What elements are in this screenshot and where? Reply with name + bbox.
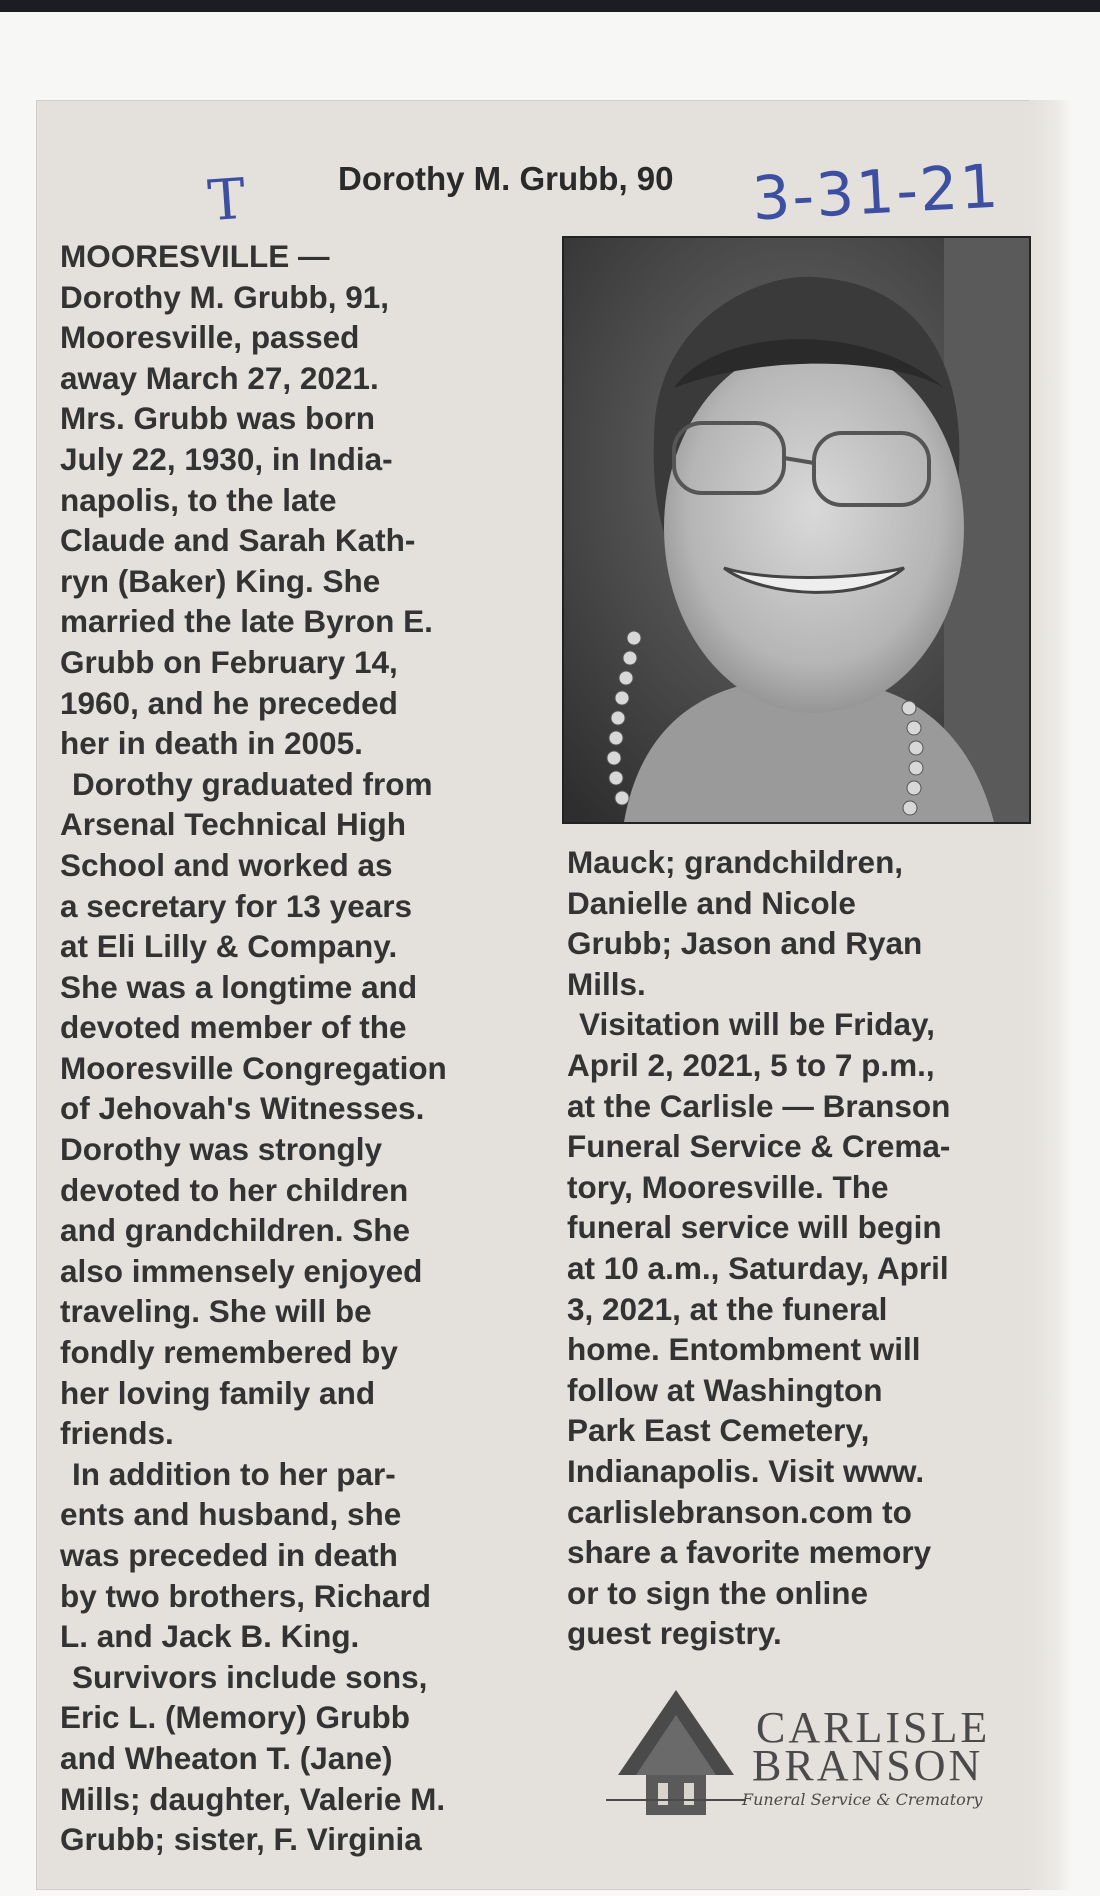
- text-line: ryn (Baker) King. She: [60, 562, 381, 599]
- text-line: Dorothy was strongly: [60, 1131, 383, 1168]
- text-line: home. Entombment will: [567, 1331, 921, 1368]
- text-line: devoted to her children: [60, 1171, 409, 1208]
- text-line: Danielle and Nicole: [567, 884, 856, 921]
- text-line: Arsenal Technical High: [60, 806, 407, 843]
- obituary-headline: Dorothy M. Grubb, 90: [338, 160, 674, 197]
- text-line: was preceded in death: [60, 1537, 398, 1573]
- text-line: guest registry.: [567, 1615, 782, 1652]
- text-line: devoted member of the: [60, 1009, 407, 1046]
- chapel-icon: [606, 1680, 746, 1820]
- logo-name-line2: BRANSON: [752, 1741, 984, 1790]
- text-line: by two brothers, Richard: [60, 1577, 432, 1614]
- text-line: of Jehovah's Witnesses.: [60, 1090, 425, 1127]
- text-line: married the late Byron E.: [60, 603, 433, 640]
- text-line: or to sign the online: [567, 1574, 868, 1611]
- text-line: also immensely enjoyed: [60, 1252, 423, 1289]
- text-line: fondly remembered by: [60, 1334, 398, 1371]
- funeral-home-logo: [606, 1680, 1006, 1820]
- text-line: Dorothy graduated from: [72, 765, 433, 802]
- scanner-edge: [0, 0, 1100, 12]
- text-line: Mrs. Grubb was born: [60, 400, 376, 437]
- text-line: Funeral Service & Crema-: [567, 1128, 951, 1165]
- text-line: Indianapolis. Visit www.: [567, 1452, 925, 1489]
- handwritten-mark: T: [205, 166, 248, 235]
- text-line: Dorothy M. Grubb, 91,: [60, 278, 390, 315]
- text-line: ents and husband, she: [60, 1496, 402, 1533]
- obituary-right-column: [567, 842, 1047, 1654]
- text-line: at 10 a.m., Saturday, April: [567, 1249, 949, 1286]
- text-line: her loving family and: [60, 1374, 376, 1411]
- text-line: Mooresville Congregation: [60, 1049, 447, 1086]
- text-line: her in death in 2005.: [60, 725, 363, 762]
- text-line: carlislebranson.com to: [567, 1493, 912, 1530]
- text-line: Claude and Sarah Kath-: [60, 522, 416, 559]
- handwritten-date: 3-31-21: [750, 151, 1002, 235]
- text-line: and grandchildren. She: [60, 1212, 411, 1249]
- text-line: Eric L. (Memory) Grubb: [60, 1699, 411, 1736]
- text-line: Grubb; Jason and Ryan: [567, 925, 923, 962]
- obituary-left-column: [60, 236, 550, 1860]
- text-line: 1960, and he preceded: [60, 684, 398, 721]
- text-line: traveling. She will be: [60, 1293, 372, 1330]
- text-line: School and worked as: [60, 846, 393, 883]
- text-line: L. and Jack B. King.: [60, 1618, 360, 1655]
- text-line: away March 27, 2021.: [60, 359, 379, 396]
- text-line: Park East Cemetery,: [567, 1412, 870, 1449]
- text-line: a secretary for 13 years: [60, 887, 413, 924]
- text-line: In addition to her par-: [72, 1455, 396, 1492]
- portrait-photo: [562, 236, 1031, 824]
- logo-tagline: Funeral Service & Crematory: [742, 1790, 983, 1809]
- text-line: She was a longtime and: [60, 968, 418, 1005]
- text-line: Visitation will be Friday,: [579, 1006, 935, 1043]
- text-line: July 22, 1930, in India-: [60, 440, 393, 477]
- text-line: MOORESVILLE —: [60, 238, 330, 274]
- text-line: Survivors include sons,: [72, 1658, 428, 1695]
- portrait-image: [564, 238, 1029, 822]
- text-line: at Eli Lilly & Company.: [60, 928, 398, 965]
- text-line: Grubb on February 14,: [60, 643, 398, 680]
- text-line: follow at Washington: [567, 1371, 883, 1408]
- text-line: 3, 2021, at the funeral: [567, 1290, 888, 1327]
- text-line: friends.: [60, 1415, 174, 1452]
- text-line: at the Carlisle — Branson: [567, 1087, 951, 1124]
- text-line: April 2, 2021, 5 to 7 p.m.,: [567, 1046, 935, 1083]
- text-line: tory, Mooresville. The: [567, 1168, 889, 1205]
- text-line: and Wheaton T. (Jane): [60, 1739, 393, 1776]
- text-line: Mooresville, passed: [60, 319, 360, 356]
- text-line: funeral service will begin: [567, 1209, 942, 1246]
- logo-name-line1: CARLISLE: [756, 1703, 991, 1752]
- text-line: napolis, to the late: [60, 481, 337, 518]
- text-line: Mills.: [567, 965, 646, 1002]
- text-line: Grubb; sister, F. Virginia: [60, 1821, 422, 1858]
- text-line: Mills; daughter, Valerie M.: [60, 1780, 446, 1817]
- text-line: Mauck; grandchildren,: [567, 844, 904, 880]
- text-line: share a favorite memory: [567, 1534, 932, 1571]
